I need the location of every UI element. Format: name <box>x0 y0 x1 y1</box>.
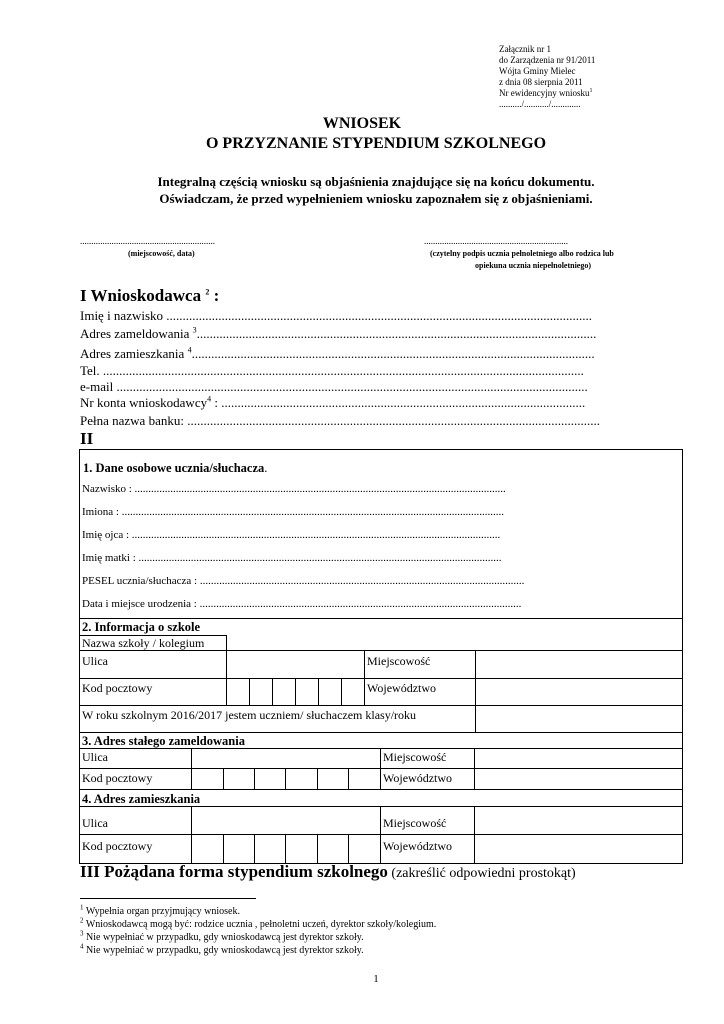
footnote: $^2$ Wnioskodawcą mogą być: rodzice ucznia , pełnoletni uczeń, dyrektor szkoły/kolegium. <box>80 916 437 930</box>
table-divider <box>80 768 682 769</box>
registered-city-label: Miejscowość <box>383 750 447 764</box>
section-3-note: (zakreślić odpowiedni prostokąt) <box>387 866 576 881</box>
school-voivodeship-label: Województwo <box>367 681 437 695</box>
annex-block <box>499 44 595 110</box>
signature-dots[interactable]: ................................................................ <box>424 236 568 246</box>
registry-number-label: Nr ewidencyjny wniosku <box>499 88 590 98</box>
table-divider <box>80 705 682 706</box>
table-divider <box>191 806 192 863</box>
footnote: $^4$ Nie wypełniać w przypadku, gdy wnioskodawcą jest dyrektor szkoły. <box>80 942 364 956</box>
residence-postcode-label: Kod pocztowy <box>82 839 153 853</box>
postcode-cell-divider <box>285 768 286 789</box>
table-divider <box>226 635 227 705</box>
table-divider <box>191 748 192 789</box>
postcode-cell-divider <box>254 834 255 863</box>
registered-postcode-label: Kod pocztowy <box>82 771 153 785</box>
applicant-email-field[interactable]: e-mail ................................................................................................................................................. <box>80 379 588 394</box>
applicant-name-field[interactable]: Imię i nazwisko ................................................................................................................................... <box>80 308 593 323</box>
school-year-label: W roku szkolnym 2016/2017 jestem uczniem/ słuchaczem klasy/roku <box>82 708 417 722</box>
section-2-heading: II <box>80 429 94 448</box>
signature-caption: opiekuna ucznia niepełnoletniego) <box>475 261 592 270</box>
school-city-label: Miejscowość <box>367 654 431 668</box>
residence-address-heading: 4. Adres zamieszkania <box>82 792 201 806</box>
table-divider <box>475 650 476 732</box>
table-divider <box>364 650 365 705</box>
section-1-title: I Wnioskodawca <box>80 286 202 305</box>
surname-field[interactable]: Nazwisko : ....................................................................................................................................... <box>82 483 506 495</box>
footnote: $^3$ Nie wypełniać w przypadku, gdy wnioskodawcą jest dyrektor szkoły. <box>80 929 364 943</box>
section-1-heading <box>80 286 219 306</box>
residence-city-label: Miejscowość <box>383 816 447 830</box>
residence-street-label: Ulica <box>82 816 108 830</box>
personal-data-heading: 1. Dane osobowe ucznia/słuchacza. <box>83 461 268 475</box>
mother-name-field[interactable]: Imię matki : .................................................................................................................................... <box>82 552 502 564</box>
section-2-table <box>79 449 683 864</box>
table-divider <box>474 748 475 789</box>
postcode-cell-divider <box>317 834 318 863</box>
signature-caption: (czytelny podpis ucznia pełnoletniego albo rodzica lub <box>430 249 614 258</box>
footnote-ref: 2 <box>205 287 210 297</box>
annex-line: z dnia 08 sierpnia 2011 <box>499 77 583 87</box>
table-divider <box>474 806 475 863</box>
applicant-residence-address-field[interactable]: Adres zamieszkania $^4$............................................................................................................................ <box>80 346 595 361</box>
school-street-label: Ulica <box>82 654 108 668</box>
section-1-colon: : <box>209 286 220 305</box>
postcode-cell-divider <box>348 834 349 863</box>
registered-street-label: Ulica <box>82 750 108 764</box>
place-date-dots[interactable]: ............................................................ <box>80 236 215 246</box>
registered-address-heading: 3. Adres stałego zameldowania <box>82 734 245 748</box>
annex-line: do Zarządzenia nr 91/2011 <box>499 55 596 65</box>
pesel-field[interactable]: PESEL ucznia/słuchacza : ...................................................................................................................... <box>82 575 525 587</box>
applicant-bank-name-field[interactable]: Pełna nazwa banku: ............................................................................................................................... <box>80 413 600 428</box>
postcode-cell-divider <box>285 834 286 863</box>
table-divider <box>80 732 682 733</box>
school-name-label: Nazwa szkoły / kolegium <box>82 636 205 650</box>
annex-line: Załącznik nr 1 <box>499 44 551 54</box>
footnote-ref: 1 <box>589 88 593 94</box>
registry-number-dots: ........../.........../............. <box>499 99 581 109</box>
applicant-phone-field[interactable]: Tel. .................................................................................................................................................... <box>80 363 584 378</box>
footnote-separator <box>80 898 256 899</box>
postcode-cell-divider <box>295 678 296 705</box>
birth-date-place-field[interactable]: Data i miejsce urodzenia : ..................................................................................................................... <box>82 598 522 610</box>
postcode-cell-divider <box>341 678 342 705</box>
applicant-bank-account-field[interactable]: Nr konta wnioskodawcy$^4$ : ................................................................................................................ <box>80 395 586 410</box>
registered-voivodeship-label: Województwo <box>383 771 453 785</box>
intro-line-1: Integralną częścią wniosku są objaśnienia znajdujące się na końcu dokumentu. <box>157 174 595 189</box>
postcode-cell-divider <box>254 768 255 789</box>
residence-voivodeship-label: Województwo <box>383 839 453 853</box>
first-names-field[interactable]: Imiona : ........................................................................................................................................... <box>82 506 504 518</box>
table-divider <box>80 618 682 619</box>
postcode-cell-divider <box>223 768 224 789</box>
document-subtitle: O PRZYZNANIE STYPENDIUM SZKOLNEGO <box>205 135 547 152</box>
postcode-cell-divider <box>249 678 250 705</box>
table-divider <box>380 748 381 789</box>
table-divider <box>80 789 682 790</box>
table-divider <box>380 806 381 863</box>
postcode-cell-divider <box>317 768 318 789</box>
annex-line <box>499 88 595 99</box>
page-number: 1 <box>373 973 379 985</box>
intro-line-2: Oświadczam, że przed wypełnieniem wniosku zapoznałem się z objaśnieniami. <box>159 191 593 206</box>
applicant-registered-address-field[interactable]: Adres zameldowania $^3$........................................................................................................................... <box>80 326 597 341</box>
postcode-cell-divider <box>272 678 273 705</box>
footnote: $^1$ Wypełnia organ przyjmujący wniosek. <box>80 903 240 917</box>
school-postcode-label: Kod pocztowy <box>82 681 153 695</box>
table-divider <box>80 834 682 835</box>
postcode-cell-divider <box>223 834 224 863</box>
father-name-field[interactable]: Imię ojca : ...................................................................................................................................... <box>82 529 501 541</box>
section-3-title: III Pożądana forma stypendium szkolnego <box>80 862 388 881</box>
document-title: WNIOSEK <box>322 115 402 132</box>
place-date-caption: (miejscowość, data) <box>128 249 195 258</box>
postcode-cell-divider <box>318 678 319 705</box>
section-3-heading <box>80 862 576 882</box>
school-info-heading: 2. Informacja o szkole <box>82 620 201 634</box>
annex-line: Wójta Gminy Mielec <box>499 66 576 76</box>
postcode-cell-divider <box>348 768 349 789</box>
table-divider <box>80 678 682 679</box>
